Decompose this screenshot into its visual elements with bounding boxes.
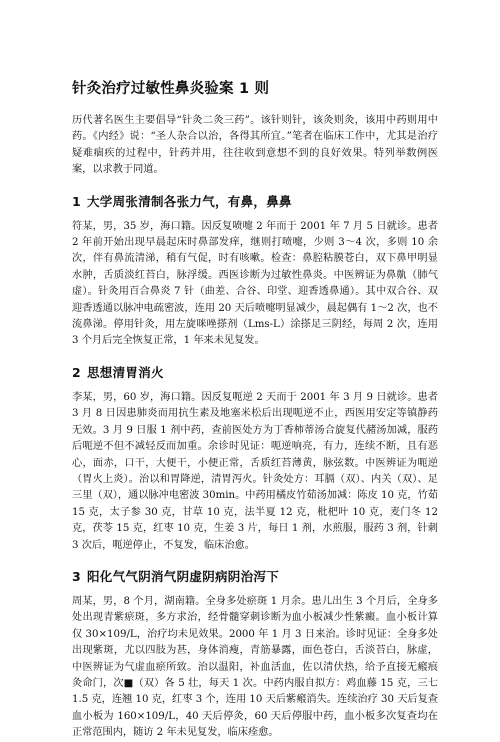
section-body: 李某，男，60 岁，海口籍。因反复呃逆 2 天而于 2001 年 3 月 9 日就诊。患者 3 月 8 日因患肺炎而用抗生素及地塞米松后出现呃逆不止，西医用安定等镇静药无效。3 月 9 日服 1 剂中药，查前医处方为丁香柿蒂汤合旋复代赭汤加减，服药后呃逆不但不减轻反而加重。余诊时见证：呃逆响亮，有力，连续不断，且有恶心，面赤，口干，大便干，小便正常，舌质红苔薄黄，脉弦数。中医辨证为呃逆（胃火上炎）。治以和胃降逆，清胃泻火。针灸处方：耳膈（双）、内关（双）、足三里（双），通以脉冲电密波 30min。中药用橘皮竹茹汤加减：陈皮 10 克，竹茹 15 克，太子参 30 克，甘草 10 克，法半夏 12 克，枇杷叶 10 克，麦门冬 12 克，茯苓 15 克，红枣 10 克，生姜 3 片，每日 1 剂，水煎服，服药 3 剂，针刺 3 次后，呃逆停止，不复发，临床治愈。 [72,391,438,551]
section-number: 2 [72,364,81,380]
section-1 [72,194,438,350]
section-number: 1 [72,193,81,209]
section-number: 3 [72,568,81,584]
section-heading [72,194,438,210]
section-heading-text: 阳化气气阴消气阴虚阴病阴治泻下 [87,568,280,584]
section-heading [72,365,438,381]
section-heading-text: 思想清胃消火 [87,364,164,380]
section-heading [72,569,438,585]
section-3 [72,569,438,742]
section-2 [72,365,438,554]
section-body: 符某，男，35 岁，海口籍。因反复喷嚏 2 年而于 2001 年 7 月 5 日就诊。患者 2 年前开始出现早晨起床时鼻部发痒，继则打喷嚏，少则 3～4 次，多则 10 余次，伴有鼻流清涕，稍有气促，时有咳嗽。检查：鼻腔粘膜苍白，双下鼻甲明显水肿，舌质淡红苔白，脉浮缓。西医诊断为过敏性鼻炎。中医辨证为鼻鼽（肺气虚）。针灸用百合鼻炎 7 针（曲差、合谷、印堂、迎香透鼻通）。其中双合谷、双迎香透通以脉冲电疏密波，连用 20 天后喷嚏明显减少，晨起偶有 1～2 次，也不流鼻涕。停用针灸，用左旋咪唑搽剂（Lms-L）涂搽足三阴经，每周 2 次，连用 3 个月后完全恢复正常，1 年来未见复发。 [72,220,438,347]
document-title: 针灸治疗过敏性鼻炎验案 1 则 [72,81,270,97]
intro-paragraph: 历代著名医生主要倡导“针灸二灸三药”。该针则针，该灸则灸，该用中药则用中药。《内经》说：“圣人杂合以治，各得其所宜。”笔者在临床工作中，尤其是治疗疑难痼疾的过程中，针药并用，往往收到意想不到的良好效果。特列举数例医案，以求教于同道。 [72,115,438,176]
section-body: 周某，男，8 个月，湖南籍。全身多处瘀斑 1 月余。患儿出生 3 个月后，全身多处出现青紫瘀斑，多方求治，经骨髓穿刺诊断为血小板减少性紫癜。血小板计算仅 30×109/L，治疗均未见效果。2000 年 1 月 3 日来治。诊时见证：全身多处出现紫斑，尤以四肢为甚，身体消瘦，青筋暴露，面色苍白，舌淡苔白，脉虚，中医辨证为气虚血瘀所致。治以温阳，补血活血，佐以清伏热，给予直接无瘢痕灸命门，次■（双）各 5 壮，每天 1 次。中药内服自拟方：鸡血藤 15 克，三七 1.5 克，连翘 10 克，红枣 3 个，连用 10 天后紫瘢消失。连续治疗 30 天后复查血小板为 160×109/L，40 天后停灸，60 天后停服中药，血小板多次复查均在正常范围内，随访 2 年未见复发，临床痊愈。 [72,595,438,739]
section-heading-text: 大学周张清制各张力气，有鼻，鼻鼻 [87,193,292,209]
